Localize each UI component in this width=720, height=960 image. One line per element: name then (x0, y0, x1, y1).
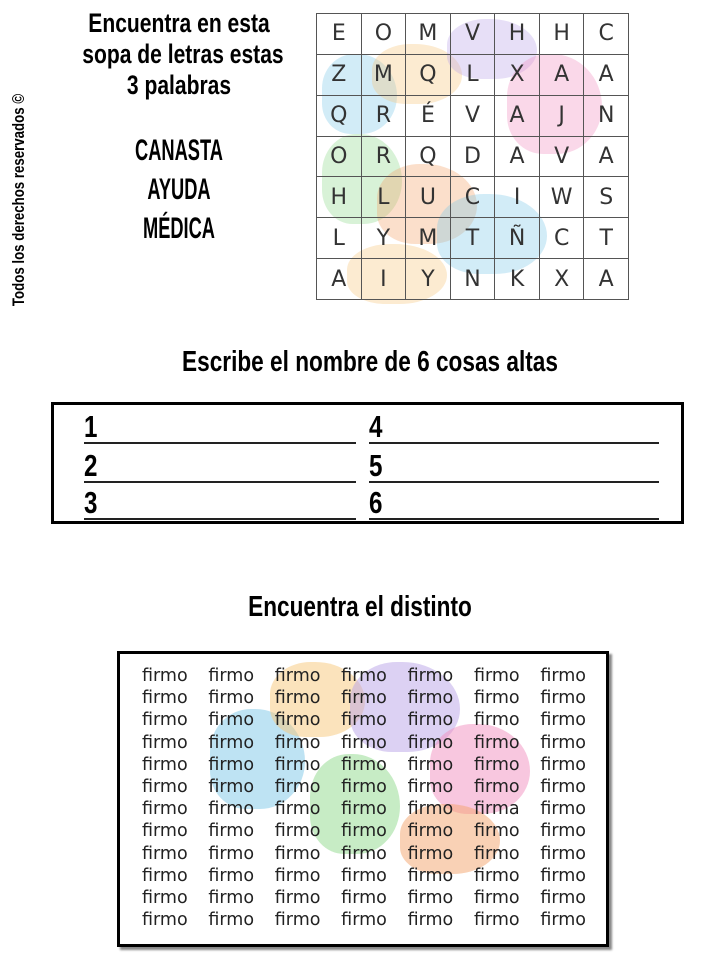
word-cell[interactable]: firmo (142, 887, 188, 908)
word-cell[interactable]: firmo (407, 865, 454, 886)
word-cell[interactable]: firmo (341, 666, 387, 686)
answer-number-3: 3 (84, 485, 98, 520)
word-cell[interactable]: firmo (142, 865, 188, 886)
letter-cell[interactable]: T (584, 218, 629, 259)
letter-cell[interactable]: A (317, 259, 362, 300)
word-cell[interactable]: firmo (142, 710, 188, 731)
word-cell[interactable]: firmo (341, 799, 387, 820)
word-cell[interactable]: firmo (142, 776, 188, 797)
word-cell[interactable]: firmo (208, 843, 255, 864)
word-cell[interactable]: firmo (341, 776, 387, 797)
instruction-line-2: sopa de letras estas (82, 39, 284, 69)
word-search-instructions (55, 8, 303, 248)
word-cell[interactable]: firmo (473, 776, 520, 797)
word-cell[interactable]: firmo (407, 843, 454, 864)
word-cell[interactable]: firmo (473, 710, 520, 731)
word-cell[interactable]: firmo (208, 666, 255, 686)
letter-cell[interactable]: A (584, 55, 629, 96)
word-cell[interactable]: firmo (274, 732, 321, 753)
word-cell[interactable]: firmo (407, 776, 454, 797)
word-cell[interactable]: firmo (473, 666, 520, 686)
letter-cell[interactable]: A (584, 259, 629, 300)
answer-number-4: 4 (369, 409, 383, 444)
letter-cell[interactable]: Q (317, 96, 362, 137)
word-cell[interactable]: firmo (407, 754, 454, 775)
letter-cell[interactable]: W (540, 177, 585, 218)
letter-cell[interactable]: T (451, 218, 496, 259)
word-cell[interactable]: firmo (274, 865, 321, 886)
word-cell[interactable]: firmo (341, 710, 387, 731)
word-cell[interactable]: firmo (473, 865, 520, 886)
word-cell[interactable]: firmo (540, 799, 587, 820)
word-cell[interactable]: firmo (274, 843, 321, 864)
word-cell[interactable]: firmo (341, 887, 387, 908)
word-cell[interactable]: firmo (407, 821, 454, 842)
letter-cell[interactable]: S (584, 177, 629, 218)
word-cell[interactable]: firmo (341, 843, 387, 864)
word-cell[interactable]: firmo (341, 732, 387, 753)
word-cell[interactable]: firmo (407, 799, 454, 820)
word-cell[interactable]: firmo (142, 754, 188, 775)
letter-cell[interactable]: H (540, 14, 585, 55)
word-ayuda: AYUDA (147, 173, 211, 206)
word-cell[interactable]: firmo (274, 821, 321, 842)
letter-cell[interactable]: R (362, 96, 407, 137)
letter-cell[interactable]: É (406, 96, 451, 137)
word-cell[interactable]: firmo (274, 688, 321, 709)
word-cell[interactable]: firmo (142, 843, 188, 864)
word-cell[interactable]: firmo (208, 865, 255, 886)
word-cell[interactable]: firmo (341, 865, 387, 886)
word-canasta: CANASTA (135, 134, 223, 167)
word-cell[interactable]: firmo (208, 732, 255, 753)
word-cell[interactable]: firmo (407, 710, 454, 731)
word-cell[interactable]: firmo (407, 666, 454, 686)
instruction-line-3: 3 palabras (126, 70, 232, 100)
word-cell[interactable]: firmo (341, 910, 387, 931)
word-cell[interactable]: firmo (540, 887, 587, 908)
letter-cell[interactable]: K (495, 259, 540, 300)
word-cell[interactable]: firmo (208, 821, 255, 842)
letter-cell[interactable]: M (362, 55, 407, 96)
word-cell[interactable]: firmo (274, 887, 321, 908)
word-cell[interactable]: firmo (274, 799, 321, 820)
letter-cell[interactable]: Ñ (495, 218, 540, 259)
copyright-note (4, 70, 34, 330)
letter-cell[interactable]: Y (406, 259, 451, 300)
answer-line-3[interactable] (84, 481, 356, 520)
word-cell[interactable]: firmo (473, 843, 520, 864)
word-cell[interactable]: firmo (142, 799, 188, 820)
word-cell[interactable]: firmo (540, 776, 587, 797)
word-cell[interactable]: firmo (407, 887, 454, 908)
letter-cell[interactable]: A (495, 96, 540, 137)
tall-things-heading: Escribe el nombre de 6 cosas altas (182, 346, 558, 378)
word-cell[interactable]: firmo (341, 754, 387, 775)
word-cell[interactable]: firmo (142, 821, 188, 842)
word-cell[interactable]: firmo (274, 776, 321, 797)
answer-line-2[interactable] (84, 444, 356, 483)
letter-cell[interactable]: D (451, 137, 496, 178)
letter-cell[interactable]: J (540, 96, 585, 137)
word-cell[interactable]: firmo (473, 910, 520, 931)
word-cell[interactable]: firmo (341, 688, 387, 709)
answer-line-6[interactable] (369, 481, 659, 520)
word-cell[interactable]: firmo (540, 754, 587, 775)
letter-cell[interactable]: L (317, 218, 362, 259)
letter-cell[interactable]: H (495, 14, 540, 55)
copyright-text: Todos los derechos reservados © (9, 93, 28, 307)
letter-cell[interactable]: A (584, 137, 629, 178)
letter-cell[interactable]: V (540, 137, 585, 178)
word-search-grid (316, 13, 629, 300)
word-medica: MÉDICA (142, 212, 216, 245)
word-cell[interactable]: firmo (473, 688, 520, 709)
letter-cell[interactable]: C (540, 218, 585, 259)
answer-number-6: 6 (369, 485, 383, 520)
find-different-heading: Encuentra el distinto (248, 591, 472, 623)
word-cell[interactable]: firmo (473, 732, 520, 753)
letter-cell[interactable]: I (495, 177, 540, 218)
letter-cell[interactable]: M (406, 218, 451, 259)
letter-cell[interactable]: U (406, 177, 451, 218)
tall-things-answer-box (51, 402, 684, 524)
letter-cell[interactable]: A (495, 137, 540, 178)
letter-cell[interactable]: V (451, 96, 496, 137)
letter-cell[interactable]: H (317, 177, 362, 218)
letter-cell[interactable]: Q (406, 55, 451, 96)
word-cell[interactable]: firmo (274, 710, 321, 731)
letter-cell[interactable]: N (451, 259, 496, 300)
answer-line-5[interactable] (369, 444, 659, 483)
letter-cell[interactable]: Y (362, 218, 407, 259)
word-cell[interactable]: firmo (274, 754, 321, 775)
letter-cell[interactable]: Z (317, 55, 362, 96)
word-cell[interactable]: firmo (142, 910, 188, 931)
word-cell[interactable]: firmo (473, 887, 520, 908)
word-cell[interactable]: firmo (208, 776, 255, 797)
word-cell[interactable]: firmo (274, 666, 321, 686)
word-cell[interactable]: firmo (142, 666, 188, 686)
word-cell[interactable]: firmo (540, 865, 587, 886)
word-cell[interactable]: firmo (540, 710, 587, 731)
answer-number-2: 2 (84, 448, 98, 483)
word-cell[interactable]: firmo (540, 666, 587, 686)
word-cell[interactable]: firmo (208, 887, 255, 908)
letter-cell[interactable]: L (362, 177, 407, 218)
word-cell[interactable]: firmo (540, 732, 587, 753)
find-different-box (117, 651, 609, 947)
word-grid (142, 666, 607, 932)
word-cell[interactable]: firmo (142, 732, 188, 753)
word-cell[interactable]: firmo (208, 710, 255, 731)
answer-number-1: 1 (84, 409, 98, 444)
answer-number-5: 5 (369, 448, 383, 483)
letter-cell[interactable]: Q (406, 137, 451, 178)
letter-cell[interactable]: C (451, 177, 496, 218)
letter-cell[interactable]: E (317, 14, 362, 55)
word-cell[interactable]: firmo (208, 910, 255, 931)
word-cell[interactable]: firmo (407, 732, 454, 753)
letter-cell[interactable]: M (406, 14, 451, 55)
letter-cell[interactable]: R (362, 137, 407, 178)
word-cell[interactable]: firmo (540, 821, 587, 842)
letter-cell[interactable]: O (317, 137, 362, 178)
word-cell[interactable]: firmo (341, 821, 387, 842)
word-list (82, 131, 275, 248)
word-cell[interactable]: firmo (407, 688, 454, 709)
letter-cell[interactable]: I (362, 259, 407, 300)
word-cell[interactable]: firmo (208, 688, 255, 709)
word-cell[interactable]: firmo (407, 910, 454, 931)
word-cell[interactable]: firmo (540, 910, 587, 931)
word-cell[interactable]: firmo (473, 754, 520, 775)
word-cell[interactable]: firmo (540, 843, 587, 864)
letter-cell[interactable]: C (584, 14, 629, 55)
odd-word[interactable]: firma (473, 799, 520, 820)
word-cell[interactable]: firmo (208, 799, 255, 820)
letter-cell[interactable]: O (362, 14, 407, 55)
letter-cell[interactable]: X (540, 259, 585, 300)
word-cell[interactable]: firmo (473, 821, 520, 842)
letter-cell[interactable]: A (540, 55, 585, 96)
letter-cell[interactable]: X (495, 55, 540, 96)
answer-line-1[interactable] (84, 405, 356, 444)
word-cell[interactable]: firmo (274, 910, 321, 931)
letter-cell[interactable]: V (451, 14, 496, 55)
letter-cell[interactable]: N (584, 96, 629, 137)
word-cell[interactable]: firmo (540, 688, 587, 709)
answer-line-4[interactable] (369, 405, 659, 444)
word-cell[interactable]: firmo (142, 688, 188, 709)
letter-cell[interactable]: L (451, 55, 496, 96)
instruction-line-1: Encuentra en esta (88, 8, 270, 38)
word-cell[interactable]: firmo (208, 754, 255, 775)
